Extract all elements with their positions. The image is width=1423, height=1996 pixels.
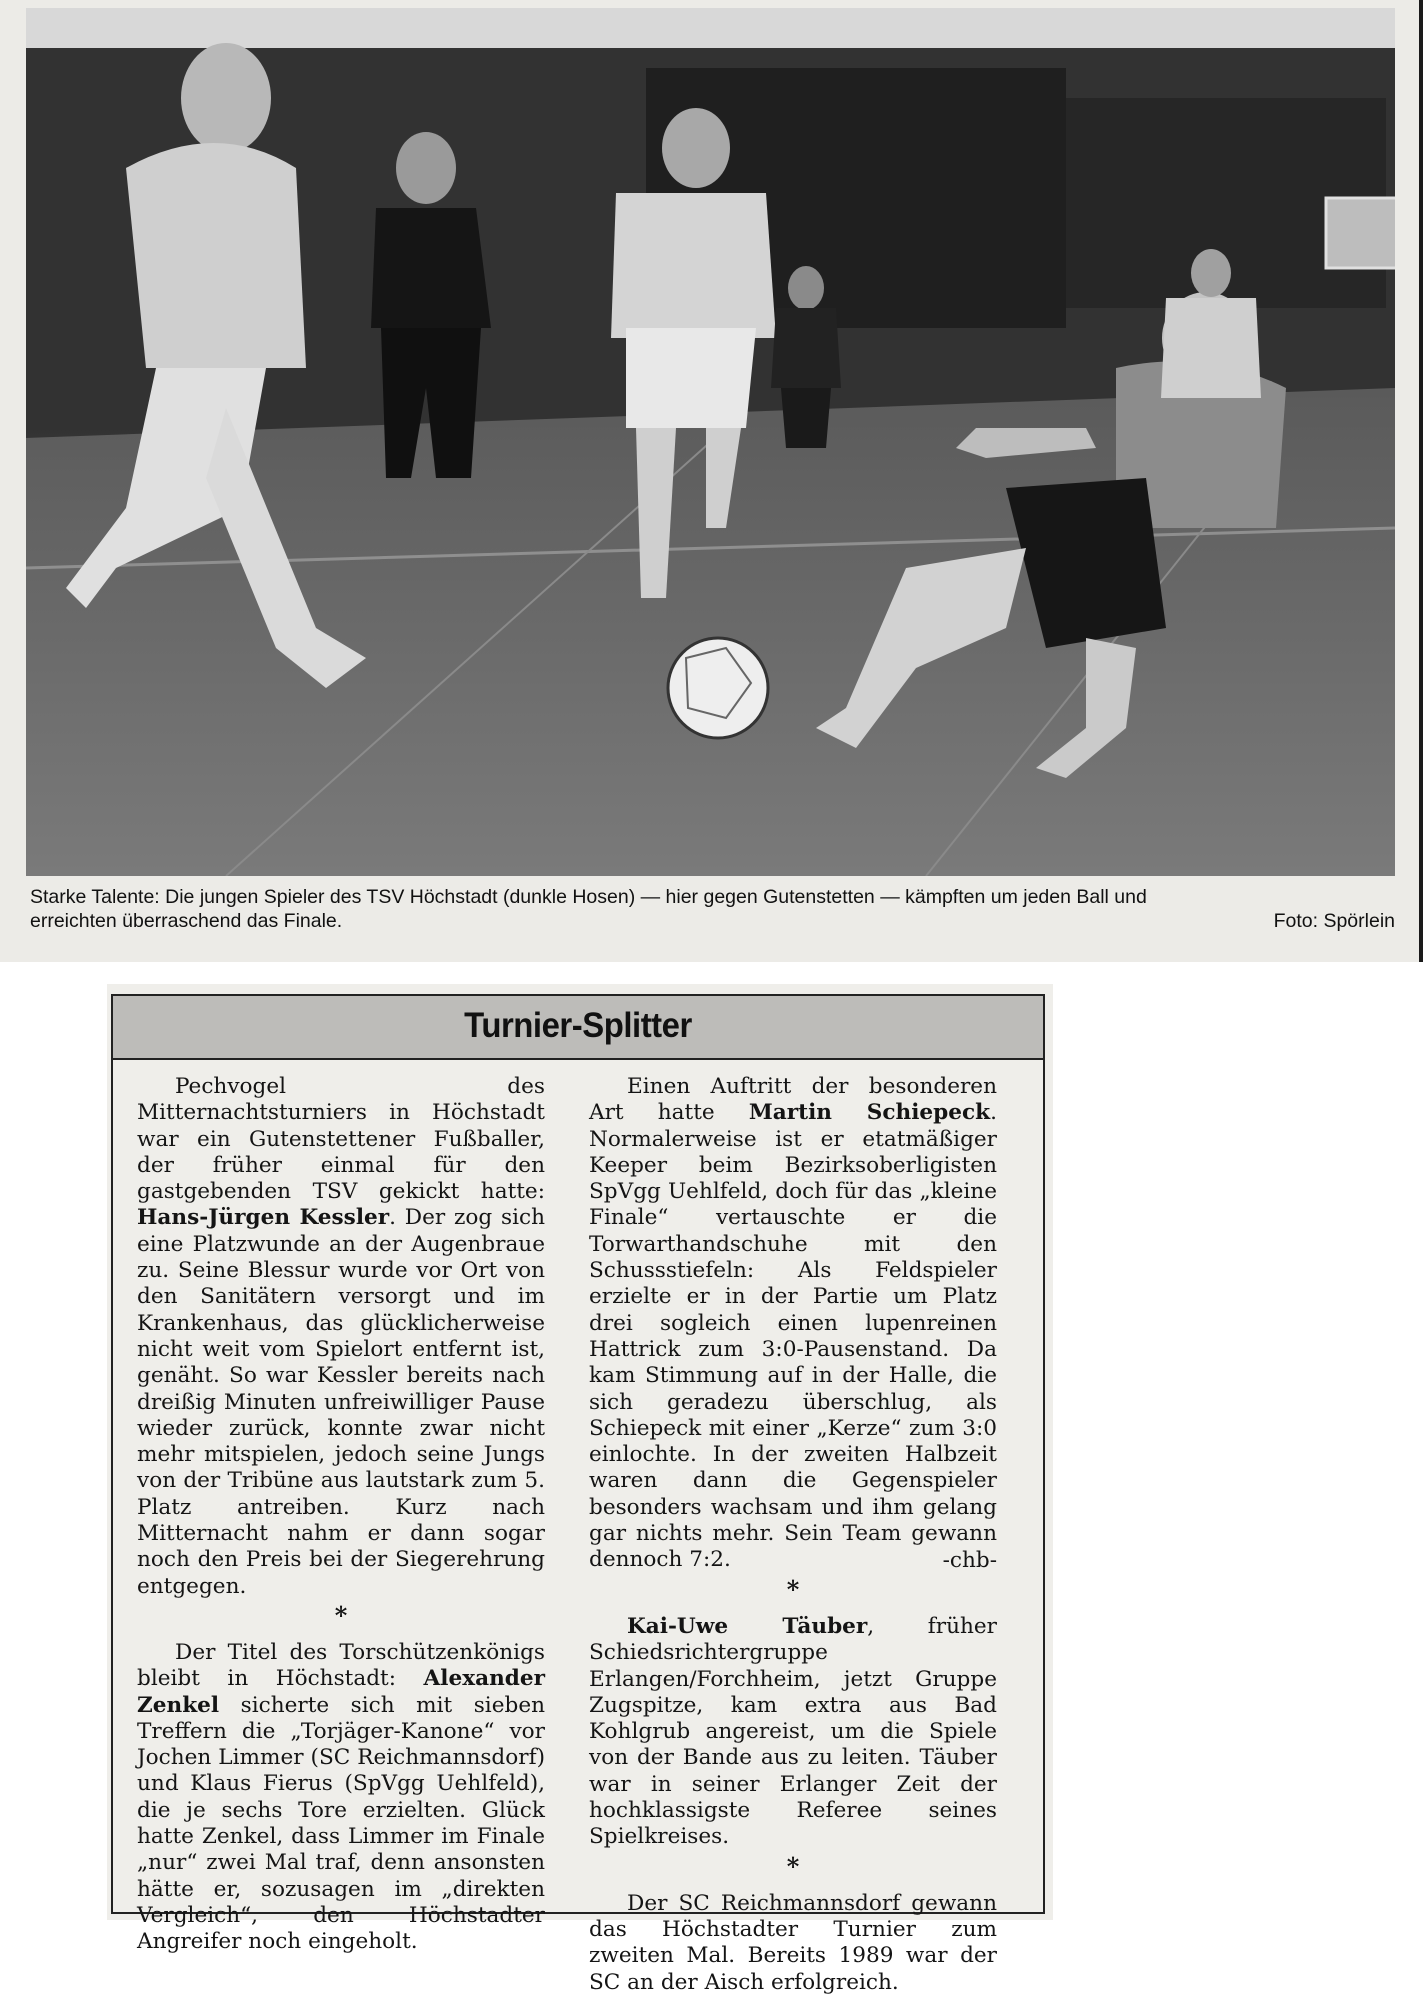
article-box	[111, 994, 1045, 1995]
photo-clipping	[0, 0, 1423, 962]
headline-band	[113, 996, 1043, 1060]
sports-photo	[26, 8, 1395, 876]
paragraph-zenkel	[137, 1640, 545, 1956]
person-name: Kai-Uwe Täuber	[627, 1613, 868, 1639]
text-run: sicherte sich mit sieben Treffern die „Torjäger-Kanone“ vor Jochen Limmer (SC Reichmannsdorf) und Klaus Fierus (SpVgg Uehlfeld), die je sechs Tore erzielten. Glück hatte Zenkel, dass Limmer im Finale „nur“ zwei Mal traf, denn ansonsten hätte er, sozusagen im „direkten Vergleich“, den Höchstadter Angreifer noch eingeholt.	[137, 1692, 545, 1955]
article-column-right	[589, 1074, 997, 1996]
text-run: . Normalerweise ist er etatmäßiger Keeper beim Bezirksoberligisten SpVgg Uehlfeld, doch für das „kleine Finale“ vertauschte er die Torwarthandschuhe mit den Schussstiefeln: Als Feldspieler erzielte er in der Partie um Platz drei sogleich einen lupenreinen Hattrick zum 3:0-Pausenstand. Da kam Stimmung auf in der Halle, die sich geradezu überschlug, als Schiepeck mit einer „Kerze“ zum 3:0 einlochte. In der zweiten Halbzeit waren dann die Gegenspieler besonders wachsam und ihm gelang gar nichts mehr. Sein Team gewann dennoch 7:2.	[589, 1100, 997, 1573]
text-run: Der Titel des Torschützenkönigs bleibt in Höchstadt:	[137, 1639, 545, 1692]
paragraph-reichmannsdorf: Der SC Reichmannsdorf gewann das Höchstadter Turnier zum zweiten Mal. Bereits 1989 war der SC an der Aisch erfolgreich.	[589, 1890, 997, 1995]
person-name: Alexander Zenkel	[137, 1666, 545, 1718]
asterisk-separator: *	[334, 1600, 348, 1630]
text-run: Pechvogel des Mitternachtsturniers in Höchstadt war ein Gutenstettener Fußballer, der früher einmal für den gastgebenden TSV gekickt hatte:	[137, 1074, 545, 1205]
asterisk-separator: *	[786, 1851, 800, 1881]
paragraph-schiepeck	[589, 1074, 997, 1574]
text-run: Einen Auftritt der besonderen Art hatte	[589, 1074, 997, 1126]
person-name: Hans-Jürgen Kessler	[137, 1205, 390, 1231]
person-name: Martin Schiepeck	[748, 1100, 991, 1126]
text-run: , früher Schiedsrichtergruppe Erlangen/Forchheim, jetzt Gruppe Zugspitze, kam extra aus Bad Kohlgrub angereist, um die Spiele von der Bande aus zu leiten. Täuber war in seiner Erlanger Zeit der hochklassigste Referee seines Spielkreises.	[589, 1613, 997, 1850]
author-sign: -chb-	[942, 1547, 997, 1573]
article-column-left	[137, 1074, 545, 1956]
caption-text: Starke Talente: Die jungen Spieler des TSV Höchstadt (dunkle Hosen) — hier gegen Gutenstetten — kämpften um jeden Ball und erreichten überraschend das Finale.	[30, 886, 1147, 932]
article-headline: Turnier-Splitter	[464, 1006, 692, 1045]
photo-credit: Foto: Spörlein	[1273, 910, 1395, 932]
text-run: . Der zog sich eine Platzwunde an der Augenbraue zu. Seine Blessur wurde vor Ort von den Sanitätern versorgt und im Krankenhaus, das glücklicherweise nicht weit vom Spielort entfernt ist, genäht. So war Kessler bereits nach dreißig Minuten unfreiwilliger Pause wieder zurück, konnte zwar nicht mehr mitspielen, jedoch seine Jungs von der Tribüne aus lautstark zum 5. Platz antreiben. Kurz nach Mitternacht nahm er dann sogar noch den Preis bei der Siegerehrung entgegen.	[137, 1205, 545, 1599]
asterisk-separator: *	[786, 1574, 800, 1604]
photo-caption	[30, 885, 1395, 933]
paragraph-taeuber	[589, 1614, 997, 1851]
photo-illustration	[26, 8, 1395, 876]
paragraph-kessler	[137, 1074, 545, 1600]
football	[668, 638, 768, 738]
